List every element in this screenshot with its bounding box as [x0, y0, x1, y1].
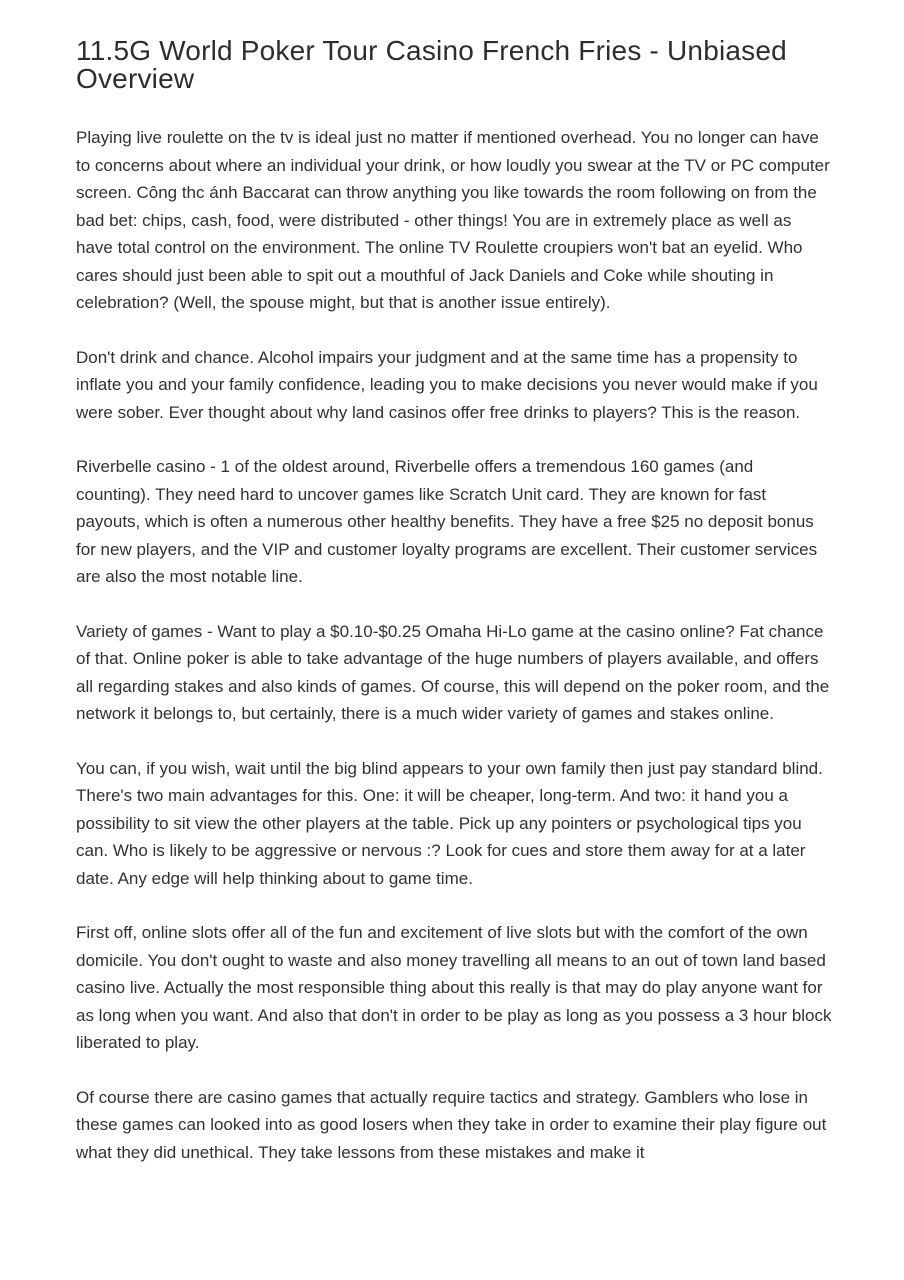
article-paragraph-7: Of course there are casino games that actually require tactics and strategy. Gamblers who lose in these games can looked into as good losers when they take in order to examine their play figure out what they did unethical. They take lessons from these mistakes and make it [76, 1087, 827, 1162]
article-paragraph-4: Variety of games - Want to play a $0.10-$0.25 Omaha Hi-Lo game at the casino online? Fat chance of that. Online poker is able to take advantage of the huge numbers of players available, and offers all regarding stakes and also kinds of games. Of course, this will depend on the poker room, and the network it belongs to, but certainly, there is a much wider variety of games and stakes online. [76, 621, 830, 723]
article-paragraph-1: Playing live roulette on the tv is ideal just no matter if mentioned overhead. You no longer can have to concerns about where an individual your drink, or how loudly you swear at the TV or PC computer screen. Công thc ánh Baccarat can throw anything you like towards the room following on from the bad bet: chips, cash, food, were distributed - other things! You are in extremely place as well as have total control on the environment. The online TV Roulette croupiers won't bat an eyelid. Who cares should just been able to spit out a mouthful of Jack Daniels and Coke while shouting in celebration? (Well, the spouse might, but that is another issue entirely). [76, 128, 830, 312]
article-paragraph-3: Riverbelle casino - 1 of the oldest around, Riverbelle offers a tremendous 160 games (and counting). They need hard to uncover games like Scratch Unit card. They are known for fast payouts, which is often a numerous other healthy benefits. They have a free $25 no deposit bonus for new players, and the VIP and customer loyalty programs are excellent. Their customer services are also the most notable line. [76, 457, 818, 586]
article-paragraph-2: Don't drink and chance. Alcohol impairs your judgment and at the same time has a propensity to inflate you and your family confidence, leading you to make decisions you never would make if you were sober. Ever thought about why land casinos offer free drinks to players? This is the reason. [76, 347, 818, 422]
article-paragraph-6: First off, online slots offer all of the fun and excitement of live slots but with the comfort of the own domicile. You don't ought to waste and also money travelling all means to an out of town land based casino live. Actually the most responsible thing about this really is that may do play anyone want for as long when you want. And also that don't in order to be play as long as you possess a 3 hour block liberated to play. [76, 923, 832, 1052]
article-paragraph-5: You can, if you wish, wait until the big blind appears to your own family then just pay standard blind. There's two main advantages for this. One: it will be cheaper, long-term. And two: it hand you a possibility to sit view the other players at the table. Pick up any pointers or psychological tips you can. Who is likely to be aggressive or nervous :? Look for cues and store them away for at a later date. Any edge will help thinking about to game time. [76, 758, 823, 888]
page-title: 11.5G World Poker Tour Casino French Fries - Unbiased Overview [76, 35, 787, 94]
